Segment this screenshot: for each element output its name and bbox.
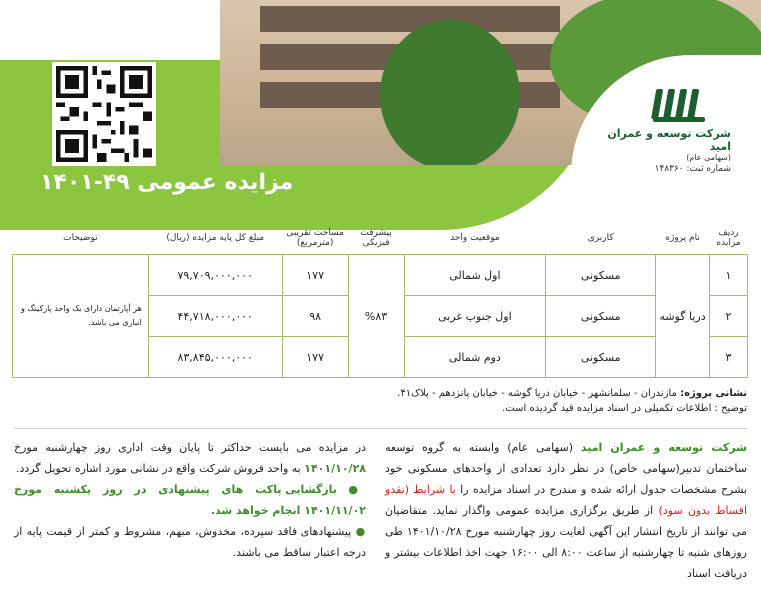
deadline-text-a: در مزایده می بایست حداکثر تا پایان وقت اداری روز چهارشنبه مورخ [14,441,366,454]
table-row [13,255,748,296]
usage-cell: مسکونی [546,337,656,378]
location-cell: اول جنوب غربی [404,296,546,337]
row-number: ۳ [710,337,748,378]
price-cell: ۴۴,۷۱۸,۰۰۰,۰۰۰ [148,296,282,337]
price-cell: ۷۹,۷۰۹,۰۰۰,۰۰۰ [148,255,282,296]
row-number: ۱ [710,255,748,296]
qr-code-icon[interactable] [52,62,156,166]
extra-note [7,401,747,416]
notes-cell: هر آپارتمان دارای یک واحد پارکینگ و انباری می باشد. [13,255,149,378]
bullet-icon: ● [348,483,366,496]
company-name-body: شرکت توسعه و عمران امید [580,441,747,454]
list-item [14,521,366,563]
location-cell: اول شمالی [404,255,546,296]
col-header-progress: پیشرفت فیزیکی [360,228,392,248]
body-paragraph-1: (سهامی عام) وابسته به گروه توسعه ساختمان تدبیر(سهامی خاص) در نظر دارد تعدادی از واحدهای مسکونی خود بشرح مشخصات جدول ارائه شده و مندرج در اسناد مزایده را [385,441,748,496]
body-column-right [385,437,747,584]
deadline-text-c: به واحد فروش شرکت واقع در نشانی مورد اشاره تحویل گردد. [16,462,301,475]
project-address-block [7,386,747,416]
address-value: مازندران - سلمانشهر - خیابان دریا گوشه - خیابان پانزدهم - پلاک۴۱. [397,388,677,399]
table-header-row [13,222,748,255]
opening-text: بازگشایی پاکت های پیشنهادی در روز یکشنبه مورخ ۱۴۰۱/۱۱/۰۲ انجام خواهد شد. [14,483,366,517]
project-address [7,386,747,401]
note-label: توضیح : [714,403,747,414]
progress-cell: %۸۳ [348,255,404,378]
col-header-area: مساحت تقریبی (مترمربع) [286,228,344,248]
col-header-location: موقعیت واحد [450,233,500,243]
divider [14,428,747,429]
body-column-left [14,437,366,563]
company-type: (سهامی عام) [686,153,731,162]
payment-terms: با شرایط (نقدو اقساط بدون سود) [385,483,748,517]
note-value: اطلاعات تکمیلی در اسناد مزایده قید گردیده است. [502,403,712,414]
area-cell: ۱۷۷ [282,337,348,378]
location-cell: دوم شمالی [404,337,546,378]
page-title: مزایده عمومی ۴۹-۱۴۰۱ [40,170,294,195]
window-row [260,6,560,32]
address-label: نشانی پروژه: [680,388,747,399]
auction-table [12,222,748,378]
deadline-paragraph [14,437,366,479]
body-paragraph-2: از طریق برگزاری مزایده عمومی واگذار نماید. متقاضیان می توانند از تاریخ انتشار این آگهی لغایت روز چهارشنبه مورخ ۱۴۰۱/۱۰/۲۸ طی روزهای شنبه تا چهارشنبه از ساعت ۸:۰۰ الی ۱۶:۰۰ جهت اخذ اطلاعات بیشتر و دریافت اسناد [385,504,747,580]
col-header-project: نام پروژه [665,233,700,243]
col-header-price: مبلغ کل پایه مزایده (ریال) [166,233,265,243]
deadline-date: ۱۴۰۱/۱۰/۲۸ [304,462,366,475]
area-cell: ۱۷۷ [282,255,348,296]
area-cell: ۹۸ [282,296,348,337]
col-header-usage: کاربری [587,233,614,243]
usage-cell: مسکونی [546,296,656,337]
company-logo [601,85,731,190]
invalid-bids-text: پیشنهادهای فاقد سپرده، مخدوش، مبهم، مشروط و کمتر از قیمت پایه از درجه اعتبار ساقط می باشند. [14,525,366,559]
bullet-icon: ● [355,525,366,538]
company-name: شرکت توسعه و عمران امید [607,127,731,153]
registration-number: شماره ثبت: ۱۴۸۳۶۰ [654,164,731,174]
list-item [14,479,366,521]
usage-cell: مسکونی [546,255,656,296]
col-header-notes: توضیحات [63,233,98,243]
project-name: دریا گوشه [656,255,710,378]
logo-mark-icon [651,85,711,125]
row-number: ۲ [710,296,748,337]
price-cell: ۸۳,۸۴۵,۰۰۰,۰۰۰ [148,337,282,378]
tree-image [380,20,520,165]
col-header-row: ردیف مزایده [716,228,741,248]
header-banner [0,0,761,205]
